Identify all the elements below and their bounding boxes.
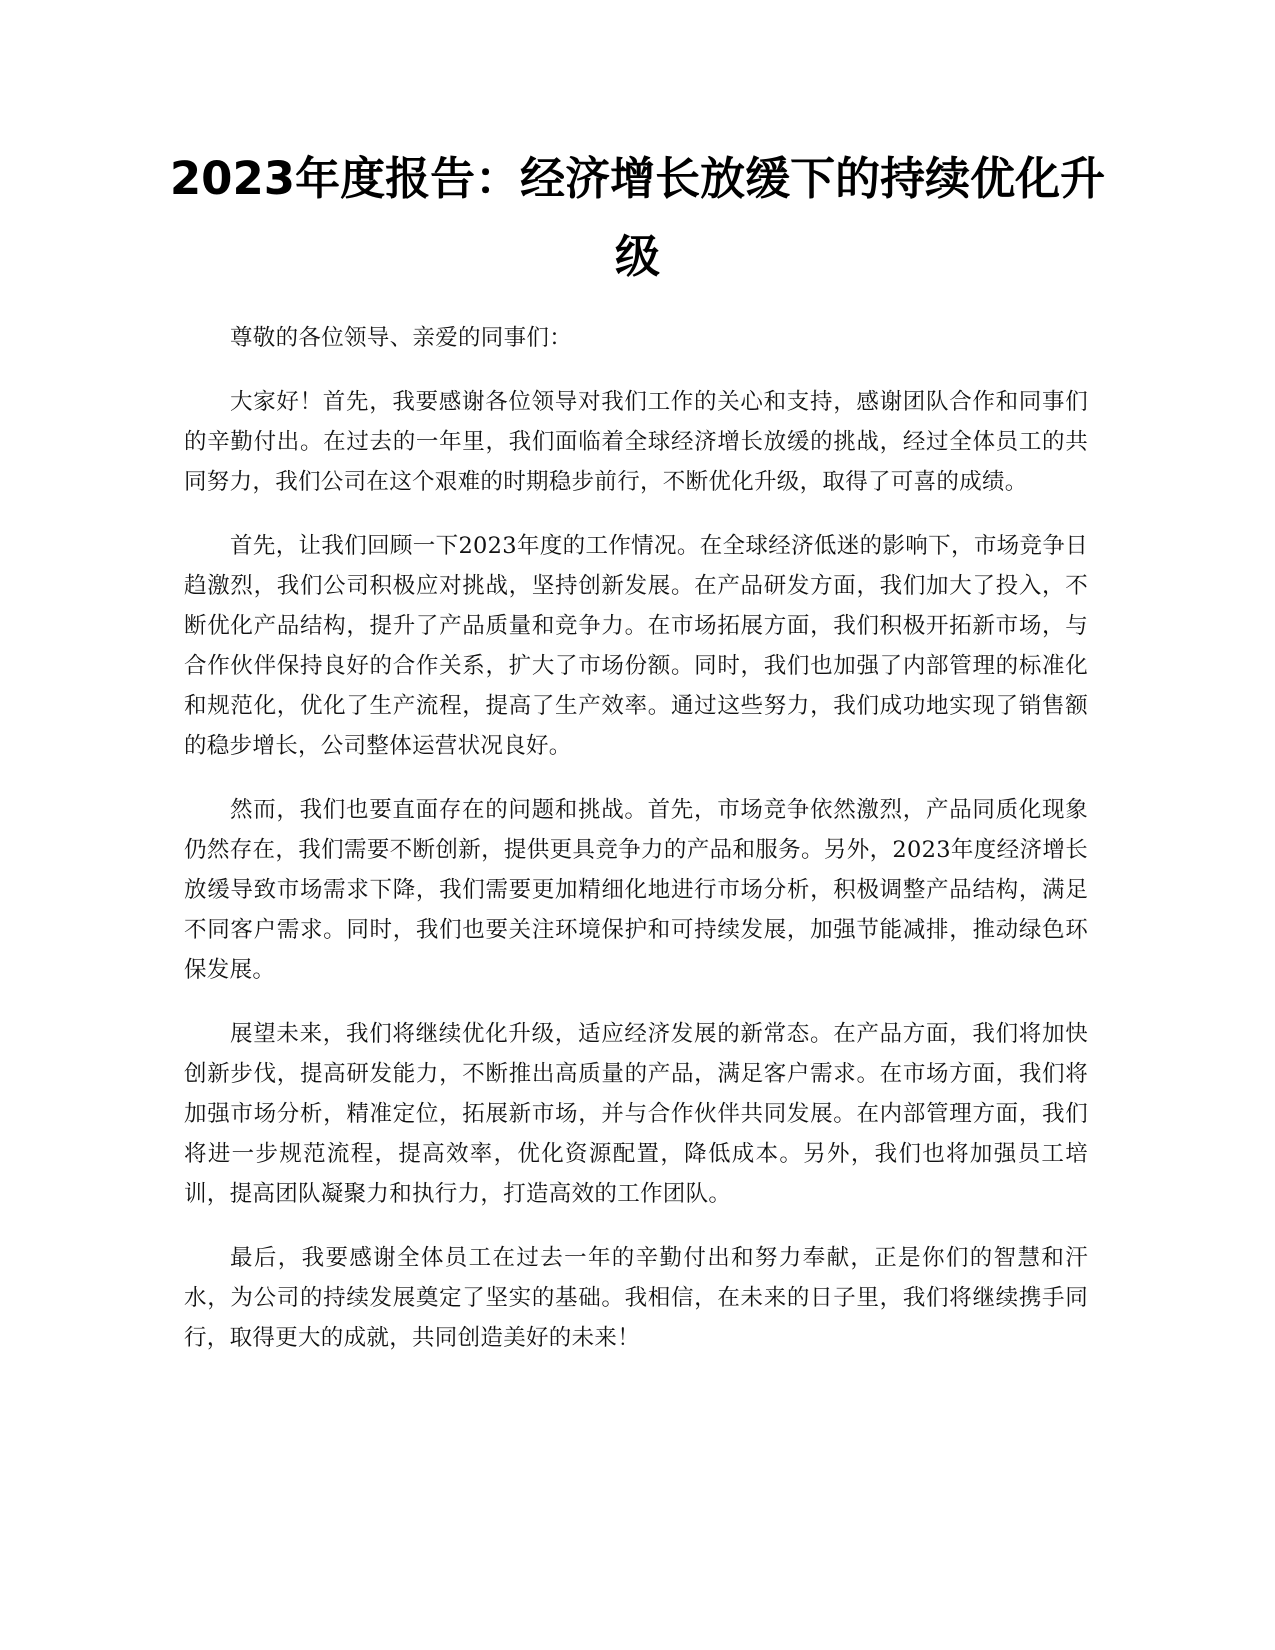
closing-paragraph: 最后，我要感谢全体员工在过去一年的辛勤付出和努力奉献，正是你们的智慧和汗水，为公司的持续发展奠定了坚实的基础。我相信，在未来的日子里，我们将继续携手同行，取得更大的成就，共同创造美好的未来！ <box>184 1245 1088 1351</box>
body-paragraph: 首先，让我们回顾一下2023年度的工作情况。在全球经济低迷的影响下，市场竞争日趋激烈，我们公司积极应对挑战，坚持创新发展。在产品研发方面，我们加大了投入，不断优化产品结构，提升了产品质量和竞争力。在市场拓展方面，我们积极开拓新市场，与合作伙伴保持良好的合作关系，扩大了市场份额。同时，我们也加强了内部管理的标准化和规范化，优化了生产流程，提高了生产效率。通过这些努力，我们成功地实现了销售额的稳步增长，公司整体运营状况良好。 <box>184 533 1088 759</box>
body-paragraph: 大家好！首先，我要感谢各位领导对我们工作的关心和支持，感谢团队合作和同事们的辛勤付出。在过去的一年里，我们面临着全球经济增长放缓的挑战，经过全体员工的共同努力，我们公司在这个艰难的时期稳步前行，不断优化升级，取得了可喜的成绩。 <box>184 389 1088 495</box>
document-body <box>184 318 1088 1382</box>
body-paragraph: 展望未来，我们将继续优化升级，适应经济发展的新常态。在产品方面，我们将加快创新步伐，提高研发能力，不断推出高质量的产品，满足客户需求。在市场方面，我们将加强市场分析，精准定位，拓展新市场，并与合作伙伴共同发展。在内部管理方面，我们将进一步规范流程，提高效率，优化资源配置，降低成本。另外，我们也将加强员工培训，提高团队凝聚力和执行力，打造高效的工作团队。 <box>184 1021 1088 1207</box>
document-title: 2023年度报告：经济增长放缓下的持续优化升级 <box>169 152 1106 283</box>
salutation-paragraph: 尊敬的各位领导、亲爱的同事们： <box>230 325 573 351</box>
body-paragraph: 然而，我们也要直面存在的问题和挑战。首先，市场竞争依然激烈，产品同质化现象仍然存在，我们需要不断创新，提供更具竞争力的产品和服务。另外，2023年度经济增长放缓导致市场需求下降，我们需要更加精细化地进行市场分析，积极调整产品结构，满足不同客户需求。同时，我们也要关注环境保护和可持续发展，加强节能减排，推动绿色环保发展。 <box>184 797 1088 983</box>
